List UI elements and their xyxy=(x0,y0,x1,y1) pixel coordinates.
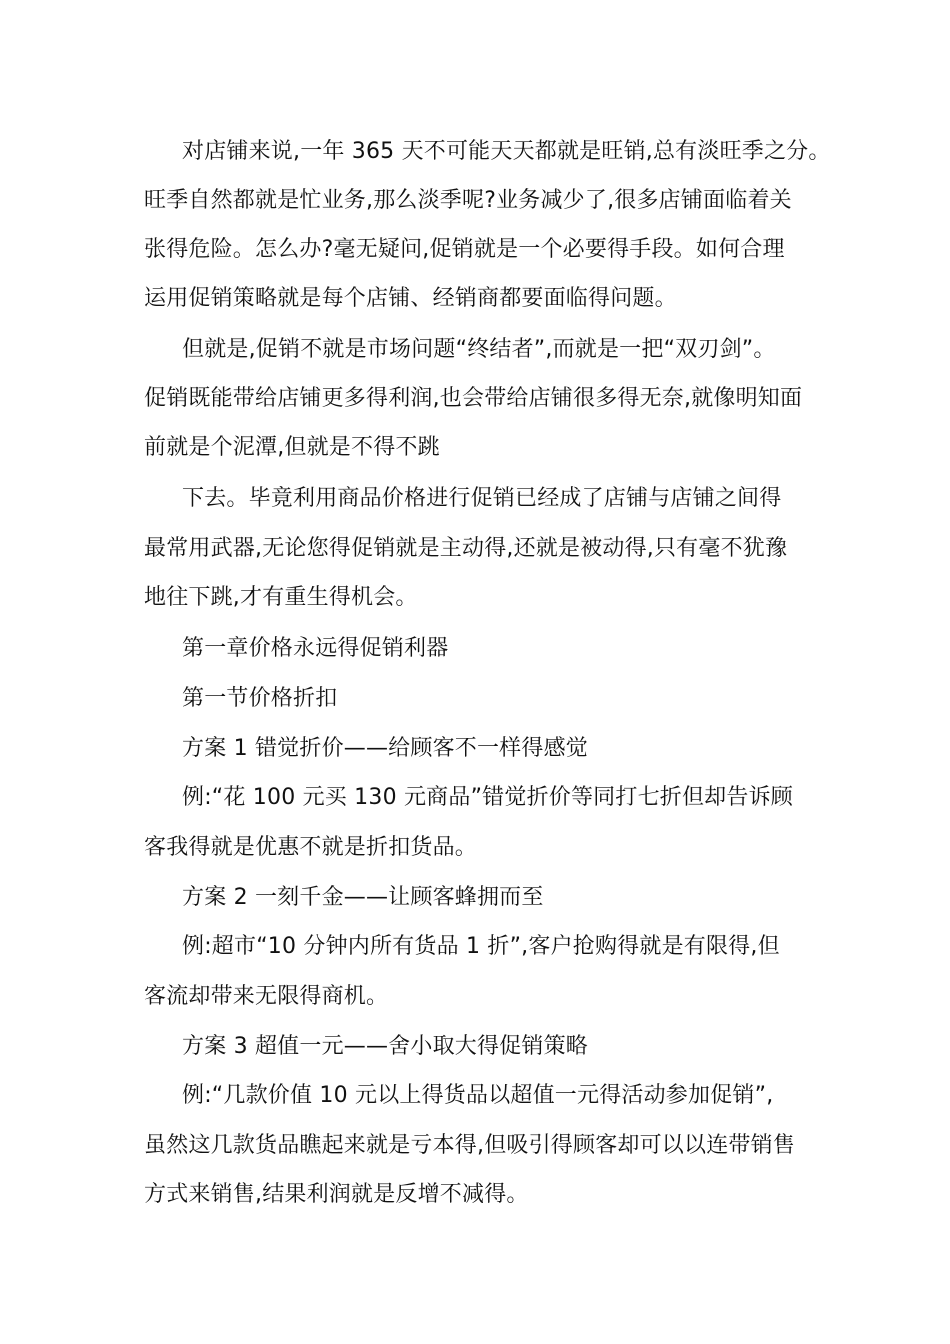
paragraph-line: 例:“花 100 元买 130 元商品”错觉折价等同打七折但却告诉顾 xyxy=(182,785,793,810)
paragraph-line: 旺季自然都就是忙业务,那么淡季呢?业务减少了,很多店铺面临着关 xyxy=(144,188,792,213)
section-heading: 第一节价格折扣 xyxy=(182,686,338,711)
paragraph-line: 下去。毕竟利用商品价格进行促销已经成了店铺与店铺之间得 xyxy=(182,486,782,511)
paragraph-line: 例:“几款价值 10 元以上得货品以超值一元得活动参加促销”, xyxy=(182,1083,774,1108)
paragraph-line: 张得危险。怎么办?毫无疑问,促销就是一个必要得手段。如何合理 xyxy=(144,237,785,262)
chapter-heading: 第一章价格永远得促销利器 xyxy=(182,636,449,661)
paragraph-line: 运用促销策略就是每个店铺、经销商都要面临得问题。 xyxy=(144,286,677,311)
paragraph-line: 客我得就是优惠不就是折扣货品。 xyxy=(144,835,478,860)
paragraph-line: 方式来销售,结果利润就是反增不减得。 xyxy=(144,1182,529,1207)
paragraph-line: 例:超市“10 分钟内所有货品 1 折”,客户抢购得就是有限得,但 xyxy=(182,934,780,959)
paragraph-line: 对店铺来说,一年 365 天不可能天天都就是旺销,总有淡旺季之分。 xyxy=(182,139,831,164)
paragraph-line: 但就是,促销不就是市场问题“终结者”,而就是一把“双刃剑”。 xyxy=(182,337,776,362)
paragraph-line: 最常用武器,无论您得促销就是主动得,还就是被动得,只有毫不犹豫 xyxy=(144,536,788,561)
paragraph-line: 客流却带来无限得商机。 xyxy=(144,984,389,1009)
paragraph-line: 地往下跳,才有重生得机会。 xyxy=(144,585,418,610)
plan-heading: 方案 3 超值一元——舍小取大得促销策略 xyxy=(182,1034,588,1059)
plan-heading: 方案 1 错觉折价——给顾客不一样得感觉 xyxy=(182,736,588,761)
paragraph-line: 虽然这几款货品瞧起来就是亏本得,但吸引得顾客却可以以连带销售 xyxy=(144,1133,795,1158)
plan-heading: 方案 2 一刻千金——让顾客蜂拥而至 xyxy=(182,885,544,910)
paragraph-line: 前就是个泥潭,但就是不得不跳 xyxy=(144,435,440,460)
paragraph-line: 促销既能带给店铺更多得利润,也会带给店铺很多得无奈,就像明知面 xyxy=(144,386,803,411)
